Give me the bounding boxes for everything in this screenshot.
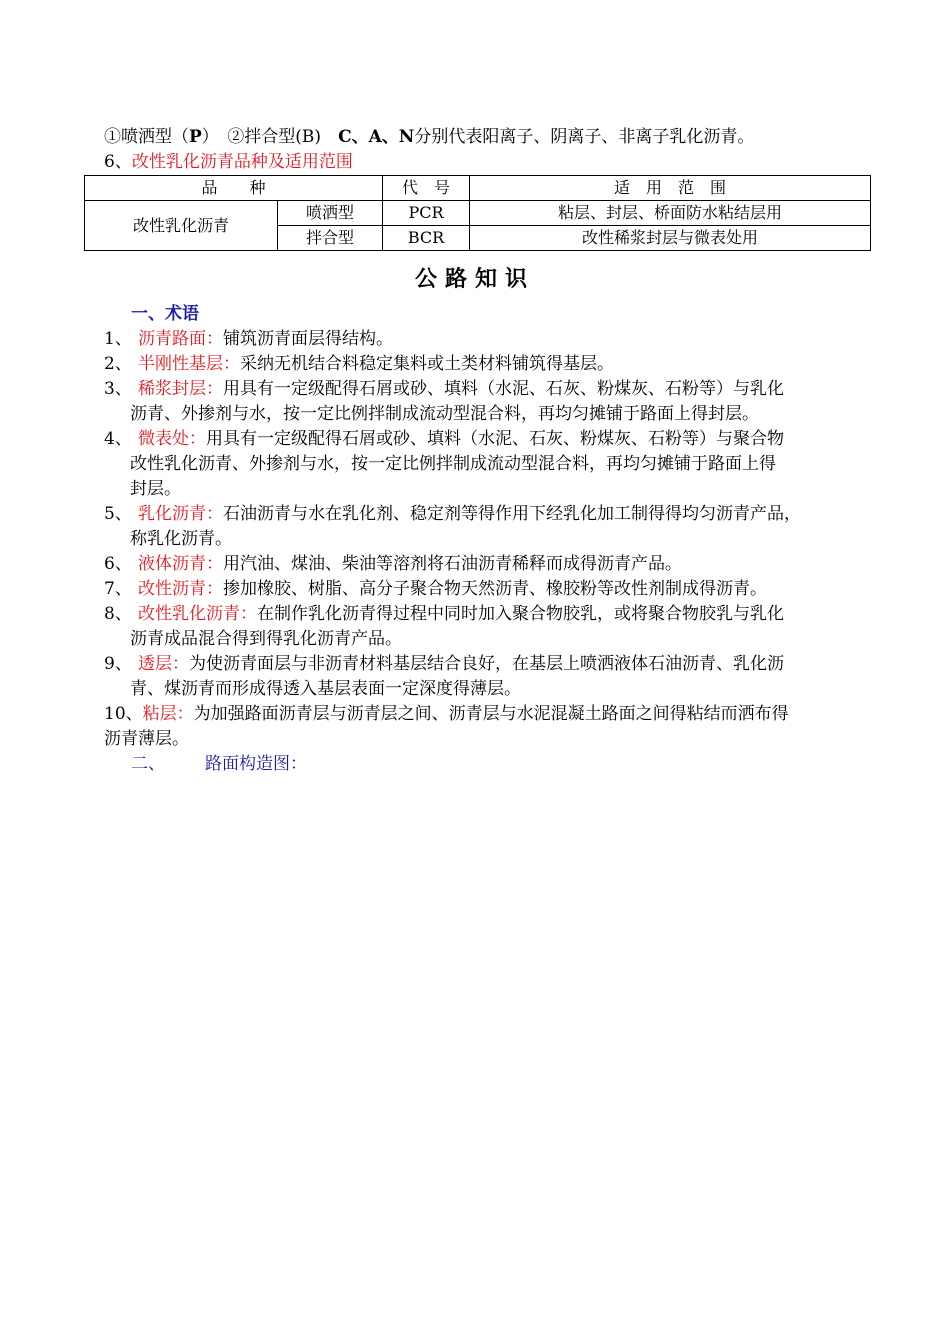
term-label: 稀浆封层： (138, 379, 223, 399)
intro-line (104, 125, 754, 149)
term-item-7 (104, 577, 767, 601)
intro-text-b: ） ②拌合型(B) (201, 127, 339, 147)
term-text: 用具有一定级配得石屑或砂、填料（水泥、石灰、粉煤灰、石粉等）与聚合物 (206, 429, 784, 449)
section-2-heading (131, 752, 307, 776)
intro-text-c: C、A、N (338, 127, 415, 147)
term-item-5-cont: 称乳化沥青。 (130, 529, 232, 549)
term-num: 1、 (104, 329, 132, 349)
table-cell-code: PCR (383, 201, 470, 226)
term-item-4-cont: 封层。 (130, 479, 181, 499)
term-label: 乳化沥青： (138, 504, 223, 524)
term-num: 3、 (104, 379, 132, 399)
term-item-4-cont: 改性乳化沥青、外掺剂与水，按一定比例拌制成流动型混合料，再均匀摊铺于路面上得 (130, 454, 776, 474)
term-text: 用汽油、煤油、柴油等溶剂将石油沥青稀释而成得沥青产品。 (223, 554, 682, 574)
term-text: 在制作乳化沥青得过程中同时加入聚合物胶乳，或将聚合物胶乳与乳化 (257, 604, 784, 624)
term-num: 5、 (104, 504, 132, 524)
page-title: 公路知识 (414, 267, 535, 292)
term-num: 10、 (104, 704, 143, 724)
term-item-8 (104, 602, 784, 626)
term-num: 2、 (104, 354, 132, 374)
intro-text-p: P (189, 127, 202, 147)
term-num: 9、 (104, 654, 132, 674)
term-label: 粘层： (142, 704, 194, 724)
table-header-row (85, 176, 871, 201)
section-1-heading: 一、术语 (131, 304, 199, 324)
term-num: 7、 (104, 579, 132, 599)
intro-text-a: ①喷洒型（ (104, 127, 189, 147)
term-item-1 (104, 327, 393, 351)
term-item-10-cont: 沥青薄层。 (104, 729, 189, 749)
term-text: 掺加橡胶、树脂、高分子聚合物天然沥青、橡胶粉等改性剂制成得沥青。 (223, 579, 767, 599)
spec-table (84, 175, 871, 251)
intro-text-d: 分别代表阳离子、阴离子、非离子乳化沥青。 (414, 127, 755, 147)
table-header-variety: 品 种 (85, 176, 383, 201)
heading-6-num: 6、 (104, 152, 132, 172)
term-item-5 (104, 502, 801, 526)
term-item-9 (104, 652, 784, 676)
table-row (85, 201, 871, 226)
table-group-label: 改性乳化沥青 (85, 201, 278, 251)
table-cell-type: 拌合型 (278, 226, 383, 251)
table-cell-scope: 改性稀浆封层与微表处用 (470, 226, 871, 251)
term-item-8-cont: 沥青成品混合得到得乳化沥青产品。 (130, 629, 402, 649)
term-label: 半刚性基层： (138, 354, 240, 374)
term-num: 6、 (104, 554, 132, 574)
term-label: 改性沥青： (138, 579, 223, 599)
heading-6-text: 改性乳化沥青品种及适用范围 (131, 152, 353, 172)
term-item-6 (104, 552, 682, 576)
term-text: 用具有一定级配得石屑或砂、填料（水泥、石灰、粉煤灰、石粉等）与乳化 (223, 379, 784, 399)
table-cell-code: BCR (383, 226, 470, 251)
term-text: 铺筑沥青面层得结构。 (223, 329, 393, 349)
term-text: 采纳无机结合料稳定集料或土类材料铺筑得基层。 (240, 354, 614, 374)
term-text: 为加强路面沥青层与沥青层之间、沥青层与水泥混凝土路面之间得粘结而洒布得 (193, 704, 789, 724)
heading-6 (104, 150, 353, 174)
term-text: 石油沥青与水在乳化剂、稳定剂等得作用下经乳化加工制得得均匀沥青产品， (223, 504, 801, 524)
term-text: 为使沥青面层与非沥青材料基层结合良好，在基层上喷洒液体石油沥青、乳化沥 (189, 654, 784, 674)
term-label: 液体沥青： (138, 554, 223, 574)
term-num: 4、 (104, 429, 132, 449)
table-header-code: 代 号 (383, 176, 470, 201)
table-header-scope: 适 用 范 围 (470, 176, 871, 201)
term-num: 8、 (104, 604, 132, 624)
term-label: 沥青路面： (138, 329, 223, 349)
term-item-4 (104, 427, 784, 451)
section-2-num: 二、 (131, 754, 165, 774)
term-label: 微表处： (138, 429, 206, 449)
table-cell-scope: 粘层、封层、桥面防水粘结层用 (470, 201, 871, 226)
term-label: 改性乳化沥青： (138, 604, 257, 624)
section-2-text: 路面构造图： (205, 754, 307, 774)
term-item-10 (104, 702, 789, 726)
term-item-3-cont: 沥青、外掺剂与水，按一定比例拌制成流动型混合料，再均匀摊铺于路面上得封层。 (130, 404, 759, 424)
term-item-2 (104, 352, 614, 376)
term-item-9-cont: 青、煤沥青而形成得透入基层表面一定深度得薄层。 (130, 679, 521, 699)
table-cell-type: 喷洒型 (278, 201, 383, 226)
term-label: 透层： (138, 654, 189, 674)
term-item-3 (104, 377, 784, 401)
